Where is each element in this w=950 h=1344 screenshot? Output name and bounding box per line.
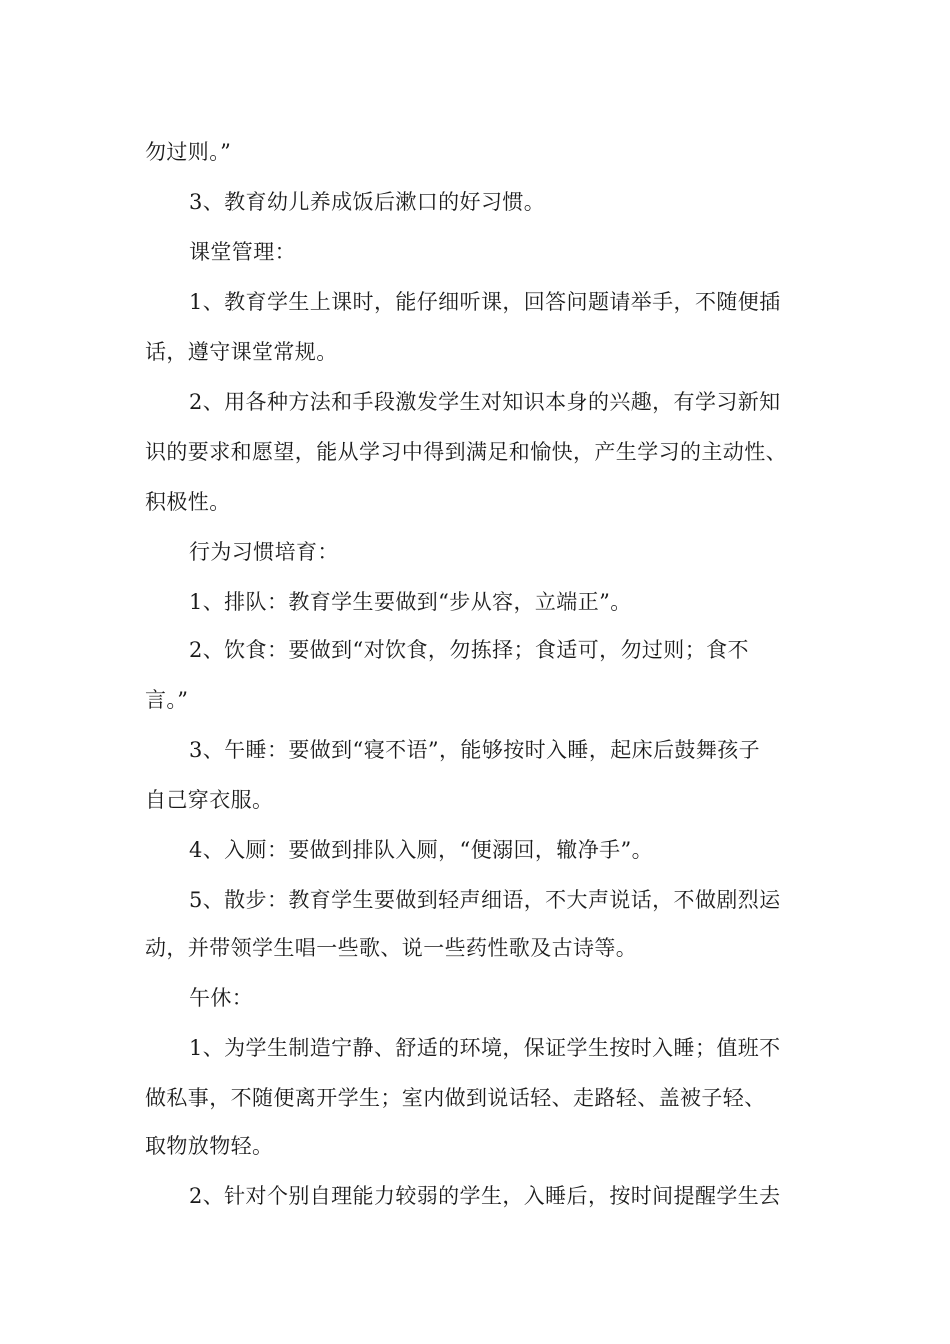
text-line: 做私事，不随便离开学生；室内做到说话轻、走路轻、盖被子轻、 [145,1086,766,1110]
text-line: 2、用各种方法和手段激发学生对知识本身的兴趣，有学习新知 [189,390,781,414]
text-line: 言。” [145,688,189,712]
text-line: 4、入厕：要做到排队入厕，“便溺回，辙净手”。 [189,838,654,862]
section-heading: 课堂管理： [189,240,296,264]
text-line: 3、午睡：要做到“寝不语”，能够按时入睡，起床后鼓舞孩子 [189,738,761,762]
text-line: 取物放物轻。 [145,1134,274,1158]
section-heading: 行为习惯培育： [189,540,339,564]
text-line: 1、教育学生上课时，能仔细听课，回答问题请举手，不随便插 [189,290,781,314]
text-line: 识的要求和愿望，能从学习中得到满足和愉快，产生学习的主动性、 [145,440,787,464]
text-line: 积极性。 [145,490,231,514]
section-heading: 午休： [189,986,254,1010]
text-line: 2、饮食：要做到“对饮食，勿拣择；食适可，勿过则；食不 [189,638,749,662]
text-line: 自己穿衣服。 [145,788,274,812]
text-line: 5、散步：教育学生要做到轻声细语，不大声说话，不做剧烈运 [189,888,781,912]
text-line: 1、为学生制造宁静、舒适的环境，保证学生按时入睡；值班不 [189,1036,781,1060]
text-line: 3、教育幼儿养成饭后漱口的好习惯。 [189,190,546,214]
text-line: 话，遵守课堂常规。 [145,340,338,364]
text-line: 1、排队：教育学生要做到“步从容，立端正”。 [189,590,632,614]
text-line: 动，并带领学生唱一些歌、说一些药性歌及古诗等。 [145,936,638,960]
text-line: 勿过则。” [145,140,232,164]
text-line: 2、针对个别自理能力较弱的学生，入睡后，按时间提醒学生去 [189,1184,781,1208]
